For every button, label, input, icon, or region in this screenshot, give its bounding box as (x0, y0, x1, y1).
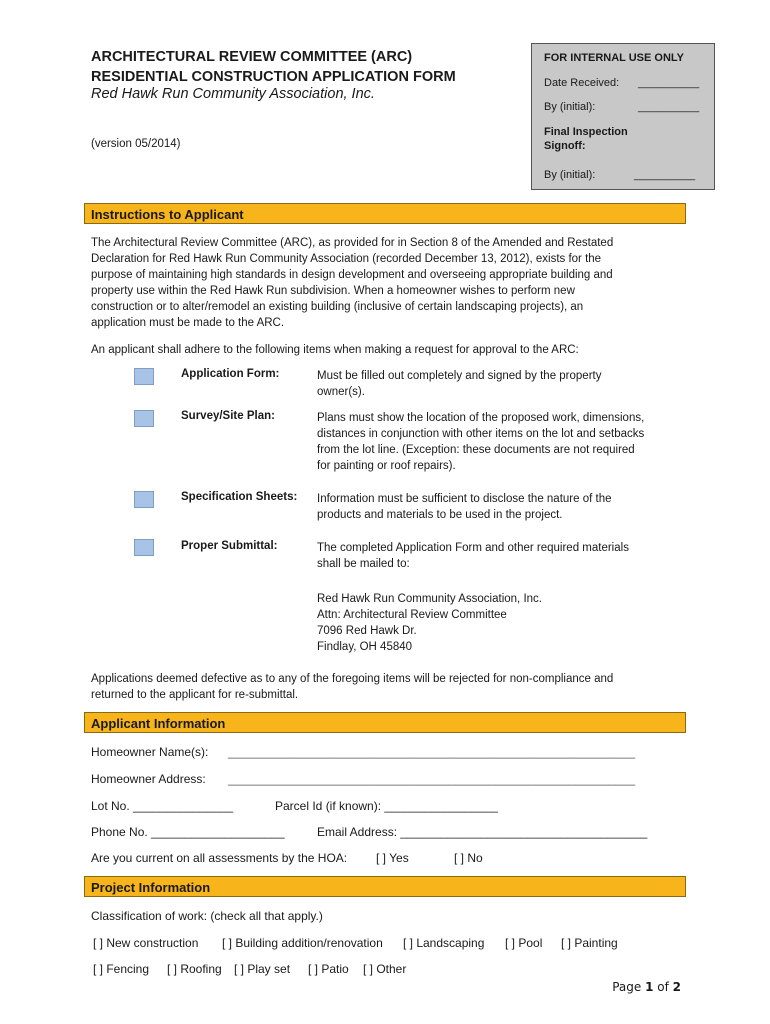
specification-sheets-description (317, 491, 611, 523)
by-initial-label: By (initial): (544, 101, 596, 113)
survey-site-plan-label: Survey/Site Plan: (181, 410, 275, 422)
painting-checkbox[interactable]: [ ] Painting (561, 936, 618, 950)
proper-submittal-description (317, 540, 629, 572)
page-word: Page (612, 980, 646, 994)
description-line: distances in conjunction with other items on the lot and setbacks (317, 428, 645, 440)
description-line: for painting or roof repairs). (317, 460, 456, 472)
application-form-label: Application Form: (181, 368, 280, 380)
of-word: of (653, 980, 673, 994)
final-inspection-label-line1: Final Inspection (544, 126, 628, 138)
lead-in-text: An applicant shall adhere to the following items when making a request for approval to the ARC: (91, 344, 579, 356)
description-line: from the lot line. (Exception: these documents are not required (317, 444, 635, 456)
homeowner-names-field[interactable]: _____________________________________________________________ (228, 745, 636, 759)
organization-name: Red Hawk Run Community Association, Inc. (91, 86, 375, 102)
instructions-paragraph (91, 235, 691, 331)
date-received-blank[interactable]: __________ (638, 77, 700, 89)
closing-note (91, 671, 613, 703)
patio-checkbox[interactable]: [ ] Patio (308, 962, 349, 976)
instructions-heading: Instructions to Applicant (84, 203, 686, 224)
paragraph-line: property use within the Red Hawk Run subdivision. When a homeowner wishes to perform new (91, 285, 575, 297)
form-title-line2: RESIDENTIAL CONSTRUCTION APPLICATION FORM (91, 69, 456, 85)
by-initial2-label: By (initial): (544, 169, 596, 181)
paragraph-line: purpose of maintaining high standards in design development and overseeing appropriate building and (91, 269, 613, 281)
by-initial2-blank[interactable]: __________ (634, 169, 696, 181)
description-line: shall be mailed to: (317, 558, 410, 570)
page-number (612, 980, 681, 994)
address-line: 7096 Red Hawk Dr. (317, 625, 417, 637)
parcel-id-field[interactable]: Parcel Id (if known): _________________ (275, 799, 498, 813)
other-checkbox[interactable]: [ ] Other (363, 962, 407, 976)
version-label: (version 05/2014) (91, 138, 181, 150)
homeowner-names-label: Homeowner Name(s): (91, 745, 209, 759)
internal-use-heading: FOR INTERNAL USE ONLY (544, 52, 684, 64)
closing-line: returned to the applicant for re-submittal. (91, 689, 299, 701)
description-line: Must be filled out completely and signed by the property (317, 370, 602, 382)
form-title-line1: ARCHITECTURAL REVIEW COMMITTEE (ARC) (91, 49, 413, 65)
survey-site-plan-description (317, 410, 644, 474)
specification-sheets-checkbox[interactable] (134, 491, 154, 508)
fencing-checkbox[interactable]: [ ] Fencing (93, 962, 150, 976)
applicant-info-heading: Applicant Information (84, 712, 686, 733)
homeowner-address-label: Homeowner Address: (91, 772, 206, 786)
address-line: Findlay, OH 45840 (317, 641, 413, 653)
closing-line: Applications deemed defective as to any of the foregoing items will be rejected for non-compliance and (91, 673, 614, 685)
date-received-label: Date Received: (544, 77, 620, 89)
roofing-checkbox[interactable]: [ ] Roofing (167, 962, 222, 976)
project-info-heading: Project Information (84, 876, 686, 897)
proper-submittal-label: Proper Submittal: (181, 540, 278, 552)
lot-number-field[interactable]: Lot No. _______________ (91, 799, 234, 813)
page-total: 2 (672, 980, 681, 994)
assessments-no-checkbox[interactable]: [ ] No (454, 851, 483, 865)
description-line: products and materials to be used in the project. (317, 509, 563, 521)
paragraph-line: construction or to alter/remodel an existing building (inclusive of certain landscaping projects), an (91, 301, 584, 313)
new-construction-checkbox[interactable]: [ ] New construction (93, 936, 199, 950)
paragraph-line: The Architectural Review Committee (ARC), as provided for in Section 8 of the Amended and Restated (91, 237, 614, 249)
description-line: Information must be sufficient to disclose the nature of the (317, 493, 612, 505)
application-form-description (317, 368, 601, 400)
address-line: Attn: Architectural Review Committee (317, 609, 507, 621)
paragraph-line: Declaration for Red Hawk Run Community Association (recorded December 13, 2012), exists for the (91, 253, 602, 265)
play-set-checkbox[interactable]: [ ] Play set (234, 962, 291, 976)
survey-site-plan-checkbox[interactable] (134, 410, 154, 427)
classification-label: Classification of work: (check all that apply.) (91, 909, 323, 923)
specification-sheets-label: Specification Sheets: (181, 491, 298, 503)
homeowner-address-field[interactable]: _____________________________________________________________ (228, 772, 636, 786)
description-line: The completed Application Form and other required materials (317, 542, 629, 554)
description-line: Plans must show the location of the proposed work, dimensions, (317, 412, 645, 424)
assessments-question: Are you current on all assessments by the HOA: (91, 851, 348, 865)
address-line: Red Hawk Run Community Association, Inc. (317, 593, 542, 605)
phone-number-field[interactable]: Phone No. ____________________ (91, 825, 285, 839)
internal-use-box (531, 43, 715, 190)
by-initial-blank[interactable]: __________ (638, 101, 700, 113)
assessments-yes-checkbox[interactable]: [ ] Yes (376, 851, 409, 865)
pool-checkbox[interactable]: [ ] Pool (505, 936, 543, 950)
landscaping-checkbox[interactable]: [ ] Landscaping (403, 936, 485, 950)
application-form-checkbox[interactable] (134, 368, 154, 385)
description-line: owner(s). (317, 386, 365, 398)
paragraph-line: application must be made to the ARC. (91, 317, 285, 329)
proper-submittal-checkbox[interactable] (134, 539, 154, 556)
final-inspection-label-line2: Signoff: (544, 140, 586, 152)
email-address-field[interactable]: Email Address: _____________________________________ (317, 825, 648, 839)
building-addition-checkbox[interactable]: [ ] Building addition/renovation (222, 936, 383, 950)
mailing-address (317, 591, 542, 655)
page-current: 1 (645, 980, 654, 994)
